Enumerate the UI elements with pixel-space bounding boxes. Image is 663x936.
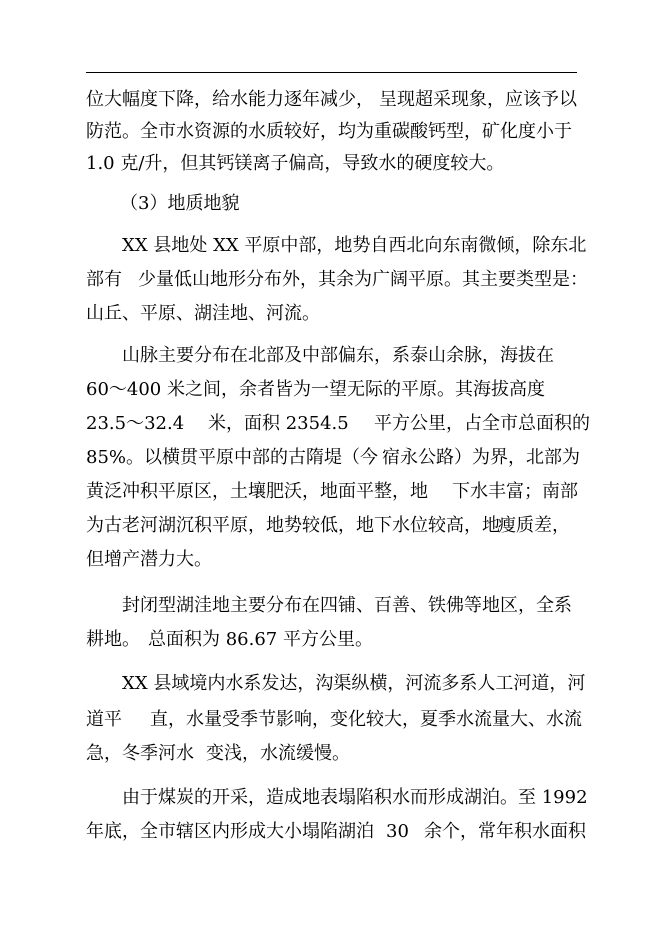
text-line: [0, 340, 663, 372]
text-line: [0, 84, 663, 116]
text-run: 山脉主要分布在北部及中部偏东，系泰山余脉，海拔在: [122, 345, 554, 366]
text-line: [0, 624, 663, 656]
text-run: 宿永公路）为界，北部为: [382, 447, 580, 468]
text-run: 防范。全市水资源的水质较好，均为重碳酸钙型，矿化度小于: [86, 121, 572, 142]
text-line: [0, 476, 663, 508]
text-run: 少量低山地形分布外，其余为广阔平原。其主要类型是：: [138, 269, 588, 290]
text-run: 23.5～32.4: [86, 413, 185, 434]
text-run: 年底，全市辖区内形成大小塌陷湖泊: [86, 821, 374, 842]
text-line: [0, 816, 663, 848]
text-line: [0, 544, 663, 576]
text-run: XX 县地处 XX 平原中部，地势自西北向东南微倾，除东北: [122, 235, 587, 256]
text-run: 总面积为 86.67 平方公里。: [148, 629, 373, 650]
header-rule: [86, 72, 577, 73]
text-run: 为古老河湖沉积平原，地势较低，地下水位较高，地: [86, 515, 500, 536]
text-run: 变浅，水流缓慢。: [206, 743, 350, 764]
heading-text: （3）地质地貌: [120, 193, 240, 214]
text-line: [0, 590, 663, 622]
text-line: [0, 148, 663, 180]
section-heading: [0, 188, 663, 220]
text-run: 30: [386, 821, 409, 842]
text-line: [0, 782, 663, 814]
text-run: 黄泛冲积平原区，土壤肥沃，地面平整，地: [86, 481, 428, 502]
text-run: 封闭型湖洼地主要分布在四铺、百善、铁佛等地区，全系: [122, 595, 572, 616]
text-line: [0, 510, 663, 542]
text-run: 由于煤炭的开采，造成地表塌陷积水而形成湖泊。至 1992: [122, 787, 588, 808]
text-run: 山丘、平原、湖洼地、河流。: [86, 303, 320, 324]
text-run: 瘦质差，: [498, 515, 570, 536]
text-line: [0, 116, 663, 148]
text-run: 直，水量受季节影响，变化较大，夏季水流量大、水流: [150, 709, 582, 730]
text-line: [0, 668, 663, 700]
text-run: 呈现超采现象，应该予以: [379, 89, 577, 110]
text-line: [0, 374, 663, 406]
text-run: 1.0 克/升，但其钙镁离子偏高，导致水的硬度较大。: [86, 153, 505, 174]
text-run: 急，冬季河水: [86, 743, 194, 764]
text-run: 下水丰富；南部: [452, 481, 578, 502]
text-run: 平方公里，占全市总面积的: [374, 413, 590, 434]
text-run: 余个，常年积水面积: [424, 821, 586, 842]
text-run: 道平: [86, 709, 122, 730]
text-run: 耕地。: [86, 629, 140, 650]
text-run: 但增产潜力大。: [86, 549, 212, 570]
text-line: [0, 442, 663, 474]
text-run: 85%。以横贯平原中部的古隋堤（今: [86, 447, 379, 468]
text-line: [0, 298, 663, 330]
text-run: 米，面积 2354.5: [208, 413, 349, 434]
text-run: 60～400 米之间，余者皆为一望无际的平原。其海拔高度: [86, 379, 545, 400]
text-line: [0, 230, 663, 262]
text-line: [0, 408, 663, 440]
text-line: [0, 264, 663, 296]
text-line: [0, 704, 663, 736]
text-run: 位大幅度下降，给水能力逐年减少，: [86, 89, 374, 110]
text-line: [0, 738, 663, 770]
text-run: 部有: [86, 269, 122, 290]
text-run: XX 县域境内水系发达，沟渠纵横，河流多系人工河道，河: [122, 673, 586, 694]
